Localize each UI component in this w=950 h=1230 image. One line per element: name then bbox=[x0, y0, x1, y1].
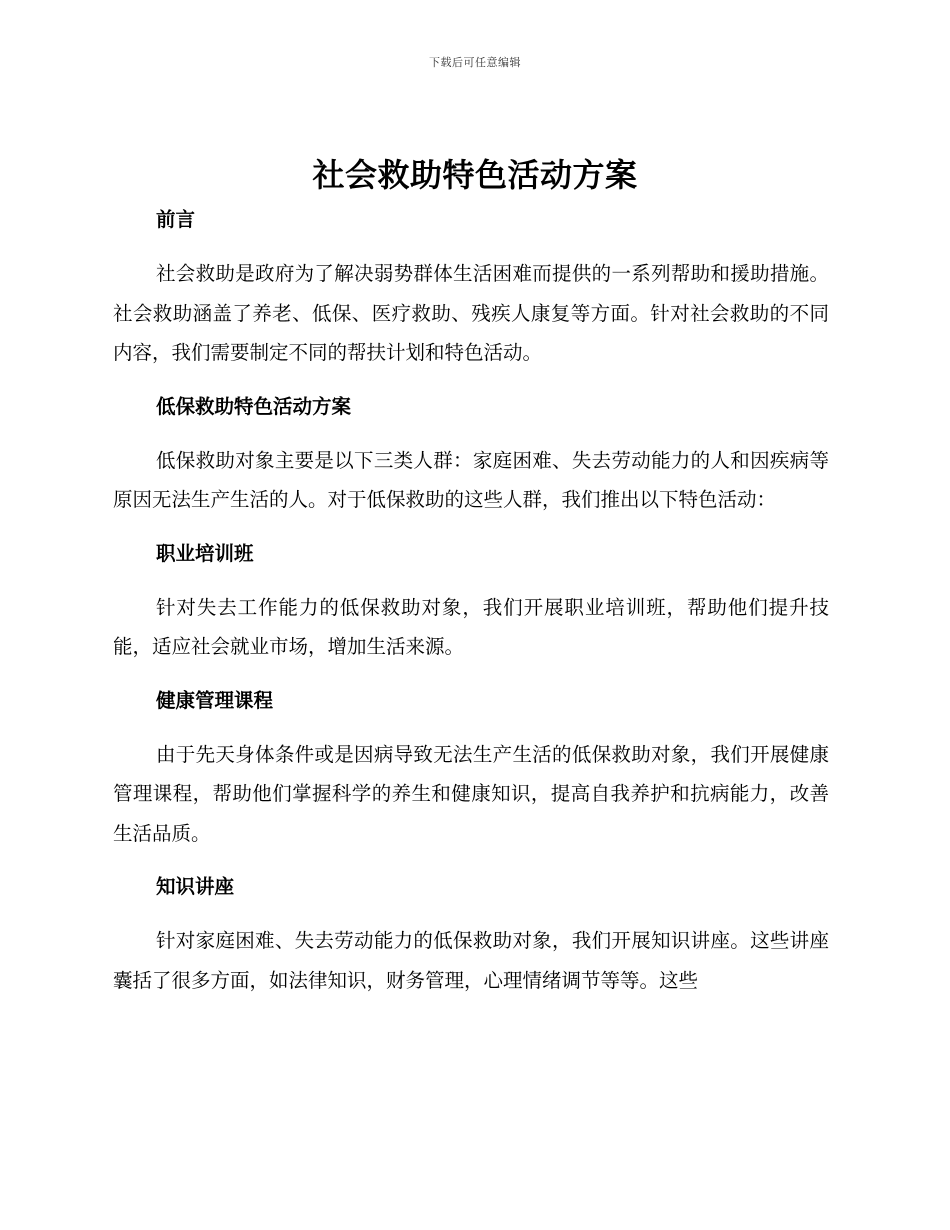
section-paragraph-health-course: 由于先天身体条件或是因病导致无法生产生活的低保救助对象，我们开展健康管理课程，帮助他们掌握科学的养生和健康知识，提高自我养护和抗病能力，改善生活品质。 bbox=[113, 742, 829, 845]
document-body bbox=[113, 200, 829, 1000]
section-heading-vocational-training: 职业培训班 bbox=[156, 541, 254, 565]
section-paragraph-vocational-training: 针对失去工作能力的低保救助对象，我们开展职业培训班，帮助他们提升技能，适应社会就业市场，增加生活来源。 bbox=[113, 595, 829, 658]
section-heading-health-course: 健康管理课程 bbox=[156, 688, 274, 712]
header-note: 下载后可任意编辑 bbox=[429, 56, 521, 69]
section-paragraph-preface: 社会救助是政府为了解决弱势群体生活困难而提供的一系列帮助和援助措施。社会救助涵盖了养老、低保、医疗救助、残疾人康复等方面。针对社会救助的不同内容，我们需要制定不同的帮扶计划和特色活动。 bbox=[113, 262, 829, 364]
section-paragraph-dibao-plan: 低保救助对象主要是以下三类人群：家庭困难、失去劳动能力的人和因疾病等原因无法生产生活的人。对于低保救助的这些人群，我们推出以下特色活动： bbox=[113, 448, 829, 511]
section-heading-knowledge-lecture: 知识讲座 bbox=[156, 875, 235, 898]
document-title: 社会救助特色活动方案 bbox=[312, 156, 638, 194]
section-heading-preface: 前言 bbox=[156, 208, 196, 231]
section-paragraph-knowledge-lecture: 针对家庭困难、失去劳动能力的低保救助对象，我们开展知识讲座。这些讲座囊括了很多方面，如法律知识，财务管理，心理情绪调节等等。这些 bbox=[113, 929, 829, 992]
section-heading-dibao-plan: 低保救助特色活动方案 bbox=[156, 394, 352, 418]
